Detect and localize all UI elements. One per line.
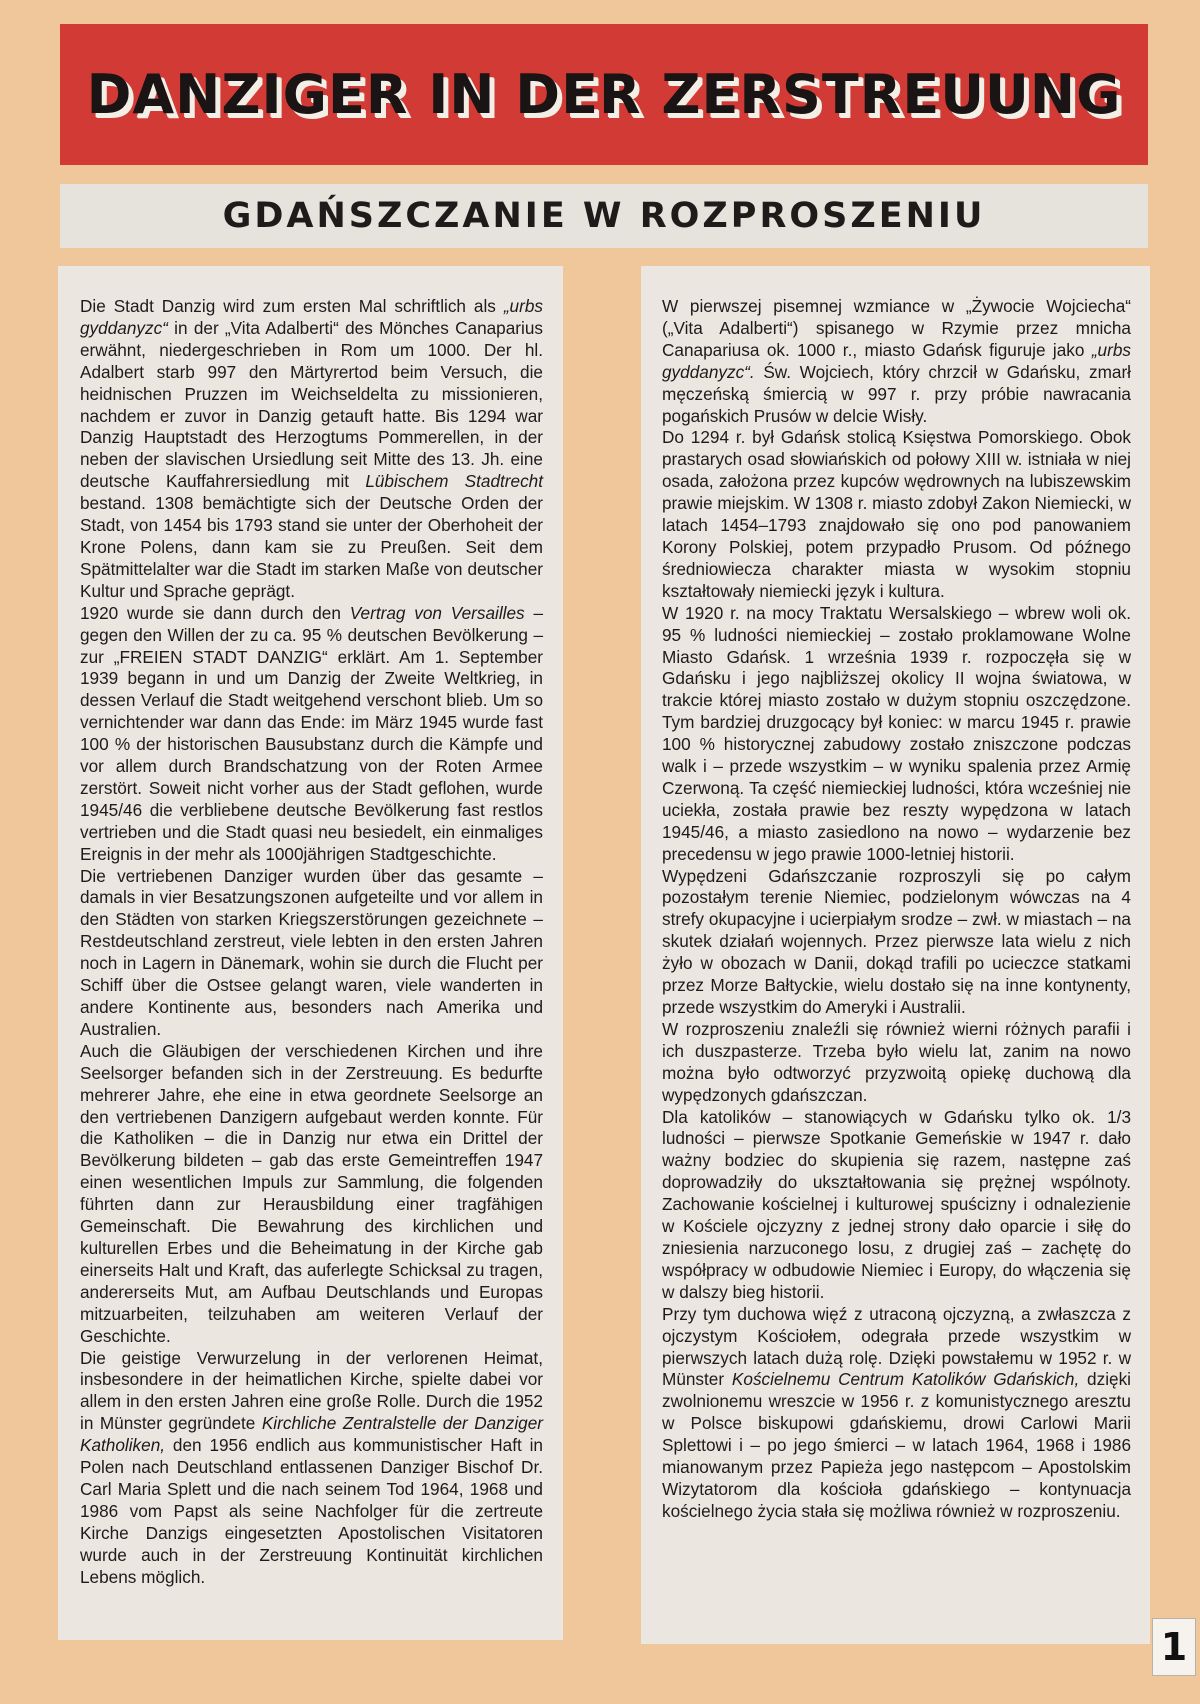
polish-paragraph-5: W rozproszeniu znaleźli się również wierni różnych parafii i ich duszpasterze. Trzeba było wielu lat, zanim na nowo można było odtworzyć przyzwoitą opiekę duchową dla wypędzonych gdańszczan. bbox=[662, 1018, 1131, 1105]
polish-text-column bbox=[641, 266, 1150, 1644]
poster-subtitle: GDAŃSZCZANIE W ROZPROSZENIU bbox=[222, 196, 986, 236]
polish-paragraph-1: W pierwszej pisemnej wzmiance w „Żywocie Wojciecha“ („Vita Adalberti“) spisanego w Rzymie przez mnicha Canapariusa ok. 1000 r., miasto Gdańsk figuruje jako „urbs gyddanyzc“. Św. Wojciech, który chrzcił w Gdańsku, zmarł męczeńską śmiercią w 997 r. przy próbie nawracania pogańskich Prusów w delcie Wisły. bbox=[662, 296, 1131, 426]
german-paragraph-3: Die vertriebenen Danziger wurden über das gesamte – damals in vier Besatzungszonen aufgeteilte und vor allem in den Städten von starken Kriegszerstörungen gezeichnete – Restdeutschland zerstreut, viele lebten in den ersten Jahren noch in Lagern in Dänemark, wohin sie durch die Flucht per Schiff über die Ostsee gelangt waren, viele wanderten in andere Kontinente aus, besonders nach Amerika und Australien. bbox=[80, 865, 543, 1039]
page-number: 1 bbox=[1152, 1618, 1196, 1676]
polish-paragraph-3: W 1920 r. na mocy Traktatu Wersalskiego – wbrew woli ok. 95 % ludności niemieckiej – zostało proklamowane Wolne Miasto Gdańsk. 1 września 1939 r. rozpoczęła się w Gdańsku i jego najbliższej okolicy II wojna światowa, w trakcie której miasto zostało w dużym stopniu oszczędzone. Tym bardziej druzgocący był koniec: w marcu 1945 r. prawie 100 % historycznej zabudowy zostało zniszczone podczas walk i – przede wszystkim – w wyniku spalenia przez Armię Czerwoną. Ta część niemieckiej ludności, która wcześniej nie uciekła, została prawie bez reszty wypędzona w latach 1945/46, a miasto zasiedlono na nowo – wydarzenie bez precedensu w jego prawie 1000-letniej historii. bbox=[662, 602, 1131, 864]
polish-paragraph-6: Dla katolików – stanowiących w Gdańsku tylko ok. 1/3 ludności – pierwsze Spotkanie Gemeńskie w 1947 r. dało ważny bodziec do skupienia się razem, następne zaś doprowadziły do ukształtowania się prężnej wspólnoty. Zachowanie kościelnej i kulturowej spuścizny i odnalezienie w Kościele ojczyzny z jednej strony dało oparcie i siłę do zniesienia narzuconego losu, z drugiej zaś – zachętę do współpracy w odbudowie Niemiec i Europy, do włączenia się w dalszy bieg historii. bbox=[662, 1106, 1131, 1302]
german-text-column bbox=[58, 266, 563, 1640]
poster-title: DANZIGER IN DER ZERSTREUUNG bbox=[86, 63, 1122, 126]
german-paragraph-1: Die Stadt Danzig wird zum ersten Mal schriftlich als „urbs gyddanyzc“ in der „Vita Adalberti“ des Mönches Canaparius erwähnt, niedergeschrieben in Rom um 1000. Der hl. Adalbert starb 997 den Märtyrertod beim Versuch, die heidnischen Pruzzen im Weichseldelta zu missionieren, nachdem er zuvor in Danzig getauft hatte. Bis 1294 war Danzig Hauptstadt des Herzogtums Pommerellen, in der neben der slavischen Ursiedlung seit Mitte des 13. Jh. eine deutsche Kauffahrersiedlung mit Lübischem Stadtrecht bestand. 1308 bemächtigte sich der Deutsche Orden der Stadt, von 1454 bis 1793 stand sie unter der Oberhoheit der Krone Polens, dann kam sie zu Preußen. Seit dem Spätmittelalter war die Stadt im starken Maße von deutscher Kultur und Sprache geprägt. bbox=[80, 296, 543, 601]
polish-paragraph-4: Wypędzeni Gdańszczanie rozproszyli się po całym pozostałym terenie Niemiec, podzielonym wówczas na 4 strefy okupacyjne i ucierpiałym srodze – zwł. w miastach – na skutek działań wojennych. Przez pierwsze lata wielu z nich żyło w obozach w Danii, dokąd trafili po ucieczce statkami przez Morze Bałtyckie, wielu dostało się na inne kontynenty, przede wszystkim do Ameryki i Australii. bbox=[662, 865, 1131, 1017]
subtitle-banner bbox=[60, 184, 1148, 248]
polish-paragraph-2: Do 1294 r. był Gdańsk stolicą Księstwa Pomorskiego. Obok prastarych osad słowiańskich od połowy XIII w. istniała w niej osada, założona przez kupców wędrownych na lubiszewskim prawie miejskim. W 1308 r. miasto zdobył Zakon Niemiecki, w latach 1454–1793 znajdowało się ono pod panowaniem Korony Polskiej, potem przypadło Prusom. Od późnego średniowiecza charakter miasta w wysokim stopniu kształtowały niemiecki język i kultura. bbox=[662, 427, 1131, 601]
german-paragraph-4: Auch die Gläubigen der verschiedenen Kirchen und ihre Seelsorger befanden sich in der Zerstreuung. Es bedurfte mehrerer Jahre, ehe eine in etwa geordnete Seelsorge an den vertriebenen Danzigern aufgebaut werden konnte. Für die Katholiken – die in Danzig nur etwa ein Drittel der Bevölkerung bildeten – gab das erste Gemeintreffen 1947 einen wesentlichen Impuls zur Sammlung, die folgenden führten dann zur Herausbildung einer tragfähigen Gemeinschaft. Die Bewahrung des kirchlichen und kulturellen Erbes und die Beheimatung in der Kirche gab einerseits Halt und Kraft, das auferlegte Schicksal zu tragen, andererseits Mut, am Aufbau Deutschlands und Europas mitzuarbeiten, teilzuhaben am weiteren Verlauf der Geschichte. bbox=[80, 1040, 543, 1346]
german-paragraph-5: Die geistige Verwurzelung in der verlorenen Heimat, insbesondere in der heimatlichen Kirche, spielte dabei vor allem in den ersten Jahren eine große Rolle. Durch die 1952 in Münster gegründete Kirchliche Zentralstelle der Danziger Katholiken, den 1956 endlich aus kommunistischer Haft in Polen nach Deutschland entlassenen Danziger Bischof Dr. Carl Maria Splett und die nach seinem Tod 1964, 1968 und 1986 vom Papst als seine Nachfolger für die zertreute Kirche Danzigs eingesetzten Apostolischen Visitatoren wurde auch in der Zerstreuung Kontinuität kirchlichen Lebens möglich. bbox=[80, 1347, 543, 1587]
title-banner bbox=[60, 24, 1148, 165]
polish-paragraph-7: Przy tym duchowa więź z utraconą ojczyzną, a zwłaszcza z ojczystym Kościołem, odegrała przede wszystkim w pierwszych latach dużą rolę. Dzięki powstałemu w 1952 r. w Münster Kościelnemu Centrum Katolików Gdańskich, dzięki zwolnionemu wreszcie w 1956 r. z komunistycznego aresztu w Polsce biskupowi gdańskiemu, drowi Carlowi Marii Splettowi i – po jego śmierci – w latach 1964, 1968 i 1986 mianowanym przez Papieża jego następcom – Apostolskim Wizytatorom dla kościoła gdańskiego – kontynuacja kościelnego życia stała się możliwa również w rozproszeniu. bbox=[662, 1303, 1131, 1521]
german-paragraph-2: 1920 wurde sie dann durch den Vertrag von Versailles – gegen den Willen der zu ca. 95 % deutschen Bevölkerung – zur „FREIEN STADT DANZIG“ erklärt. Am 1. September 1939 begann in und um Danzig der Zweite Weltkrieg, in dessen Verlauf die Stadt weitgehend verschont blieb. Um so vernichtender war dann das Ende: im März 1945 wurde fast 100 % der historischen Bausubstanz durch die Kämpfe und vor allem durch Brandschatzung von der Roten Armee zerstört. Soweit nicht vorher aus der Stadt geflohen, wurde 1945/46 die verbliebene deutsche Bevölkerung fast restlos vertrieben und die Stadt quasi neu besiedelt, ein einmaliges Ereignis in der mehr als 1000jährigen Stadtgeschichte. bbox=[80, 602, 543, 864]
